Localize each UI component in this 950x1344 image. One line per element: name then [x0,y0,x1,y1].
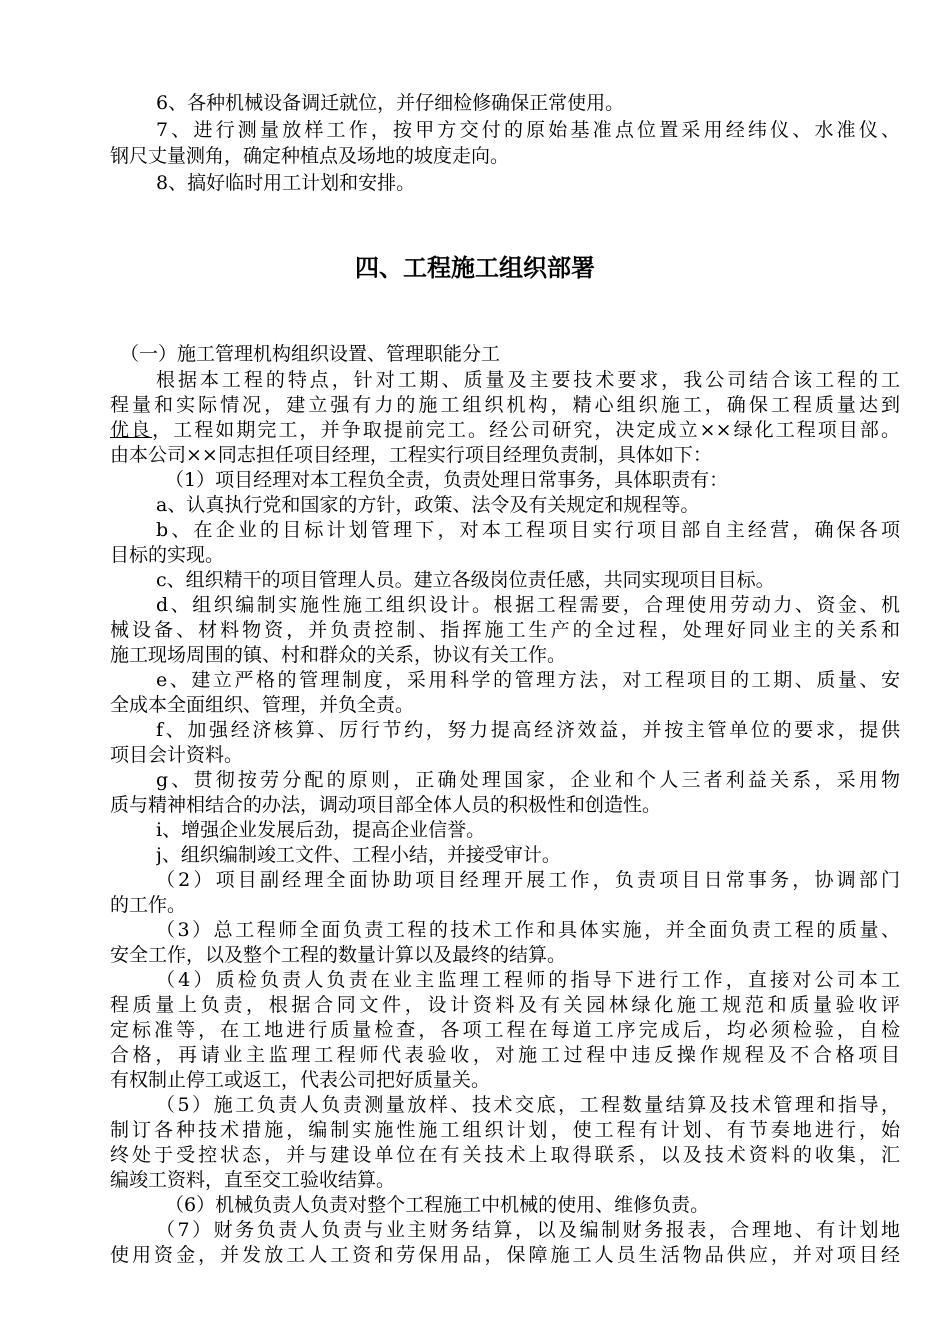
underlined-word: 优良 [110,419,153,441]
pm-duty-f-line-1: f、加强经济核算、厉行节约，努力提高经济效益，并按主管单位的要求，提供 [156,719,900,741]
role-3-line-2: 安全工作，以及整个工程的数量计算以及最终的结算。 [110,944,567,966]
role-5-line-1: （5）施工负责人负责测量放样、技术交底，工程数量结算及技术管理和指导， [156,1094,900,1116]
role-4-line-4: 合格，再请业主监理工程师代表验收，对施工过程中违反操作规程及不合格项目 [110,1044,900,1066]
role-7-line-2: 使用资金，并发放工人工资和劳保用品，保障施工人员生活物品供应，并对项目经 [110,1244,900,1266]
intro-line-3 [110,418,900,442]
intro-line-2: 程量和实际情况，建立强有力的施工组织机构，精心组织施工，确保工程质量达到 [110,394,900,416]
pm-duty-g-line-2: 质与精神相结合的办法，调动项目部全体人员的积极性和创造性。 [110,794,662,816]
pm-duties-heading: （1）项目经理对本工程负全责，负责处理日常事务，具体职责有： [165,469,729,491]
role-3-line-1: （3）总工程师全面负责工程的技术工作和具体实施，并全面负责工程的质量、 [156,919,900,941]
pm-duty-b-line-1: b、在企业的目标计划管理下，对本工程项目实行项目部自主经营，确保各项 [156,519,900,541]
pm-duty-d-line-1: d、组织编制实施性施工组织设计。根据工程需要，合理使用劳动力、资金、机 [156,594,900,616]
role-6: （6）机械负责人负责对整个工程施工中机械的使用、维修负责。 [165,1194,710,1216]
role-4-line-1: （4）质检负责人负责在业主监理工程师的指导下进行工作，直接对公司本工 [156,969,900,991]
prep-item-6: 6、各种机械设备调迁就位，并仔细检修确保正常使用。 [156,92,625,114]
role-5-line-2: 制订各种技术措施，编制实施性施工组织计划，使工程有计划、有节奏地进行，始 [110,1119,900,1141]
role-5-line-4: 编竣工资料，直至交工验收结算。 [110,1169,396,1191]
role-2-line-1: （2）项目副经理全面协助项目经理开展工作，负责项目日常事务，协调部门 [156,869,900,891]
pm-duty-c: c、组织精干的项目管理人员。建立各级岗位责任感，共同实现项目目标。 [156,569,775,591]
section-title: 四、工程施工组织部署 [355,254,595,282]
pm-duty-g-line-1: g、贯彻按劳分配的原则，正确处理国家，企业和个人三者利益关系，采用物 [156,769,900,791]
role-5-line-3: 终处于受控状态，并与建设单位在有关技术上取得联系，以及技术资料的收集，汇 [110,1144,900,1166]
role-7-line-1: （7）财务负责人负责与业主财务结算，以及编制财务报表，合理地、有计划地 [156,1219,900,1241]
intro-line-4: 由本公司××同志担任项目经理，工程实行项目经理负责制，具体如下： [110,444,712,466]
pm-duty-d-line-3: 施工现场周围的镇、村和群众的关系，协议有关工作。 [110,644,567,666]
role-2-line-2: 的工作。 [110,894,187,916]
prep-item-7-line-2: 钢尺丈量测角，确定种植点及场地的坡度走向。 [110,145,510,167]
pm-duty-i: i、增强企业发展后劲，提高企业信誉。 [156,819,486,841]
prep-item-8: 8、搞好临时用工计划和安排。 [156,172,416,194]
intro-line-3-rest: ，工程如期完工，并争取提前完工。经公司研究，决定成立××绿化工程项目部。 [152,419,900,441]
role-4-line-2: 程质量上负责，根据合同文件，设计资料及有关园林绿化施工规范和质量验收评 [110,994,900,1016]
pm-duty-d-line-2: 械设备、材料物资，并负责控制、指挥施工生产的全过程，处理好同业主的关系和 [110,619,900,641]
intro-line-1: 根据本工程的特点，针对工期、质量及主要技术要求，我公司结合该工程的工 [156,369,900,391]
subsection-heading: （一）施工管理机构组织设置、管理职能分工 [120,343,501,365]
pm-duty-j: j、组织编制竣工文件、工程小结，并接受审计。 [156,844,561,866]
pm-duty-a: a、认真执行党和国家的方针，政策、法令及有关规定和规程等。 [156,494,700,516]
pm-duty-b-line-2: 目标的实现。 [110,544,225,566]
pm-duty-f-line-2: 项目会计资料。 [110,744,244,766]
pm-duty-e-line-2: 全成本全面组织、管理，并负全责。 [110,694,415,716]
prep-item-7-line-1: 7、进行测量放样工作，按甲方交付的原始基准点位置采用经纬仪、水准仪、 [156,119,900,141]
role-4-line-5: 有权制止停工或返工，代表公司把好质量关。 [110,1069,491,1091]
pm-duty-e-line-1: e、建立严格的管理制度，采用科学的管理方法，对工程项目的工期、质量、安 [156,669,900,691]
role-4-line-3: 定标准等，在工地进行质量检查，各项工程在每道工序完成后，均必须检验，自检 [110,1019,900,1041]
